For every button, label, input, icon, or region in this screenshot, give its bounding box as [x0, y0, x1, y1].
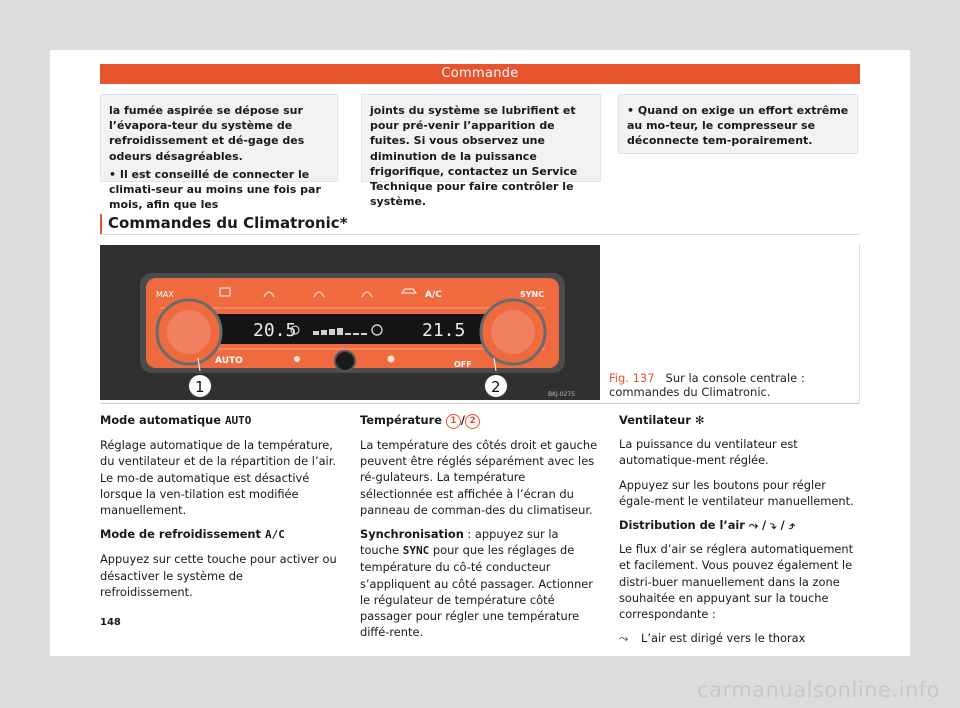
watermark: carmanualsonline.info [697, 678, 940, 702]
sync-key: SYNC [402, 544, 430, 558]
ac-key: A/C [264, 528, 285, 542]
air-to-chest-icon: ⤳ [619, 631, 629, 646]
heading-air-distribution [619, 517, 857, 533]
callout-badge-2: 2 [465, 414, 480, 429]
section-divider [100, 234, 860, 235]
callout-badge-1: 1 [446, 414, 461, 429]
climatronic-panel-illustration [100, 245, 600, 400]
left-temp-knob-face [167, 310, 211, 354]
note-text: la fumée aspirée se dépose sur l’évapora-teur du système de refroidissement et dé-gage des odeurs désagréables. [109, 104, 305, 163]
paragraph-sync [360, 526, 598, 640]
separator: / [780, 518, 785, 533]
figure-caption-text: Sur la console centrale : commandes du Climatronic. [609, 371, 805, 399]
separator: / [460, 413, 466, 427]
paragraph: Le flux d’air se réglera automatiquement et facilement. Vous pouvez également le distri-buer manuellement dans la zone souhaitée en appuyant sur la touche correspondante : [619, 542, 854, 622]
inline-text: pour que les réglages de température du cô-té conducteur s’appliquent au côté passager. Actionner le régulateur de température côté passager pour régler une température diffé-rente. [360, 543, 593, 640]
heading-text: Température [360, 413, 442, 427]
center-knob [335, 351, 355, 371]
off-button: OFF [454, 360, 472, 369]
list-item [619, 630, 857, 646]
fan-down-icon [294, 356, 300, 362]
column-1 [100, 412, 338, 608]
note-box-3 [618, 94, 858, 154]
air-to-feet-icon: ⤵ [770, 518, 777, 533]
inline-text: : appuyez sur la touche [360, 527, 559, 558]
display-right-temp: 21.5 [422, 320, 466, 341]
auto-button: AUTO [215, 356, 243, 366]
heading-auto-mode [100, 412, 338, 429]
paragraph: Appuyez sur cette touche pour activer ou désactiver le système de refroidissement. [100, 552, 337, 599]
note-text: joints du système se lubrifient et pour pré-venir l’apparition de fuites. Si vous observez une diminution de la puissance frigorifique, contactez un Service Technique pour faire contrôler le système. [370, 104, 578, 209]
paragraph: La puissance du ventilateur est automatique-ment réglée. [619, 437, 798, 468]
heading-text: Ventilateur [619, 413, 691, 427]
auto-key: AUTO [224, 414, 252, 427]
note-box-2 [361, 94, 601, 209]
heading-fan [619, 412, 857, 428]
display-left-temp: 20.5 [253, 320, 297, 341]
column-3 [619, 412, 857, 654]
ac-button: A/C [425, 290, 442, 300]
callout-1-number: 1 [195, 378, 205, 396]
figure-number: Fig. 137 [609, 371, 655, 385]
heading-text: Distribution de l’air [619, 518, 745, 533]
paragraph: Réglage automatique de la température, du ventilateur et de la répartition de l’air. Le mo-de automatique est désactivé lorsque la ven-tilation est modifiée manuellement. [100, 438, 336, 518]
separator: / [761, 518, 767, 533]
air-to-chest-icon: ⤳ [748, 518, 758, 533]
heading-text: Mode automatique [100, 413, 221, 427]
max-defrost-button: MAX [156, 290, 174, 299]
chapter-header: Commande [100, 64, 860, 84]
right-temp-knob-face [491, 310, 535, 354]
heading-text: Mode de refroidissement [100, 527, 261, 542]
fan-up-icon [388, 356, 395, 363]
figure-caption [609, 371, 854, 399]
climatronic-photo [100, 245, 600, 400]
sync-button: SYNC [520, 290, 545, 299]
paragraph: Appuyez sur les boutons pour régler égale-ment le ventilateur manuellement. [619, 477, 854, 508]
note-text: • Il est conseillé de connecter le climati-seur au moins une fois par mois, afin que les [109, 167, 321, 212]
column-2 [360, 412, 598, 648]
list-item-text: L’air est dirigé vers le thorax [641, 631, 806, 646]
paragraph: La température des côtés droit et gauche peuvent être réglés séparément avec les ré-gulateurs. La température sélectionnée est affichée à l’écran du panneau de comman-des du climatiseur. [360, 438, 598, 517]
air-to-windshield-icon: ⤴ [788, 518, 795, 533]
page-number: 148 [100, 617, 121, 628]
heading-cooling-mode [100, 526, 338, 543]
callout-2-number: 2 [491, 378, 501, 396]
note-box-1 [100, 94, 338, 212]
section-title: Commandes du Climatronic* [108, 214, 348, 232]
fan-icon: ✻ [694, 413, 705, 427]
heading-temperature [360, 412, 598, 429]
figure-code: BKJ-0275 [548, 391, 576, 398]
note-text: • Quand on exige un effort extrême au mo-teur, le compresseur se déconnecte tem-porairement. [627, 104, 849, 148]
heading-sync: Synchronisation [360, 527, 464, 542]
